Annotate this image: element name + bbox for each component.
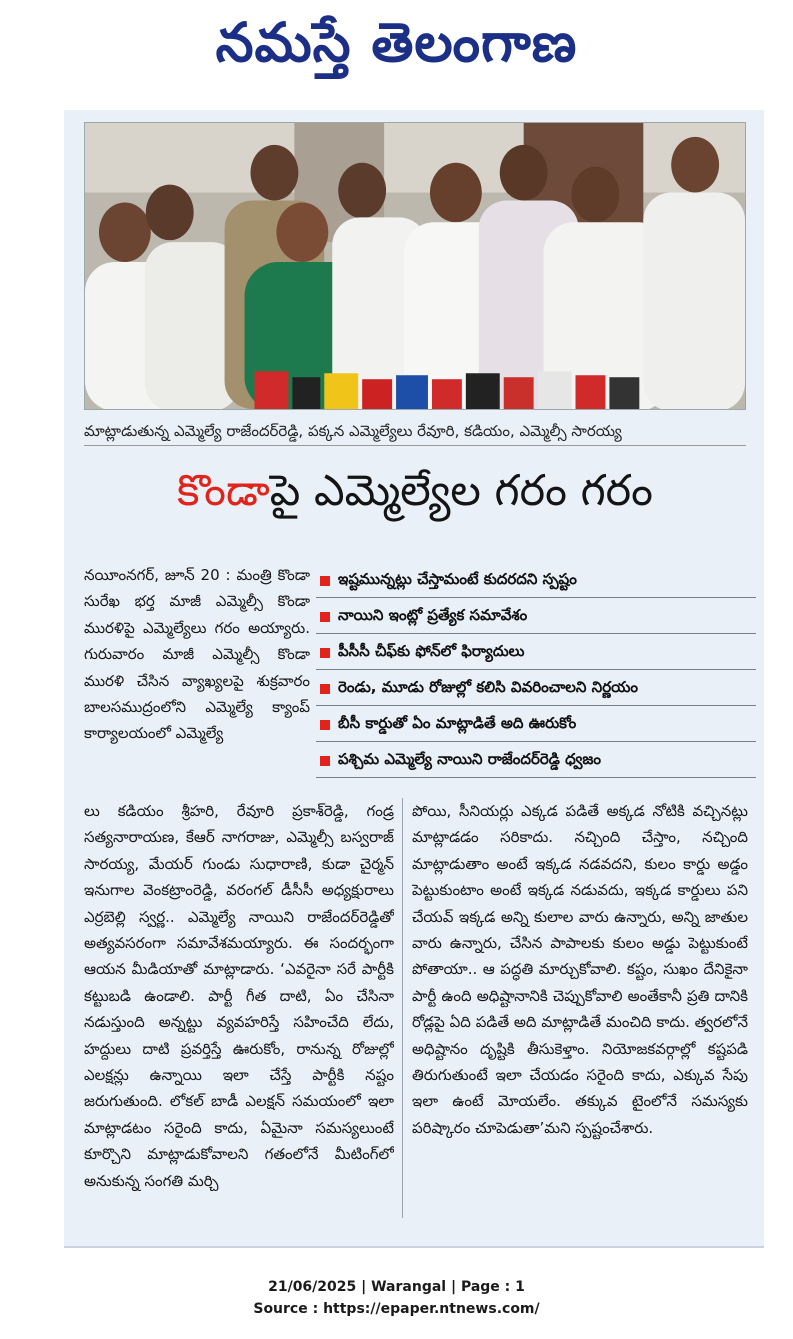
edition-info: 21/06/2025 | Warangal | Page : 1 <box>268 1279 525 1295</box>
highlights-list <box>316 564 756 778</box>
photo-illustration <box>85 123 745 409</box>
highlight-item: నాయిని ఇంట్లో ప్రత్యేక సమావేశం <box>316 600 756 634</box>
highlight-item: రెండు, మూడు రోజుల్లో కలిసి వివరించాలని నిర్ణయం <box>316 672 756 706</box>
highlight-item: పీసీసీ చీఫ్‌కు ఫోన్‌లో ఫిర్యాదులు <box>316 636 756 670</box>
source-link[interactable]: Source : https://epaper.ntnews.com/ <box>253 1301 540 1317</box>
highlight-item: ఇష్టమున్నట్లు చేస్తామంటే కుదరదని స్పష్టం <box>316 564 756 598</box>
bullet-square-icon <box>320 720 330 730</box>
bullet-square-icon <box>320 684 330 694</box>
article-column-left: లు కడియం శ్రీహరి, రేవూరి ప్రకాశ్‌రెడ్డి, గండ్ర సత్యనారాయణ, కేఆర్ నాగరాజు, ఎమ్మెల్సీ బస్వరాజ్ సారయ్య, మేయర్ గుండు సుధారాణి, కుడా చైర్మన్ ఇనుగాల వెంకట్రాంరెడ్డి, వరంగల్ డీసీసీ అధ్యక్షురాలు ఎర్రబెల్లి స్వర్ణ.. ఎమ్మెల్యే నాయిని రాజేందర్‌రెడ్డితో అత్యవసరంగా సమావేశమయ్యారు. ఈ సందర్భంగా ఆయన మీడియాతో మాట్లాడారు. ‘ఎవరైనా సరే పార్టీకి కట్టుబడి ఉండాలి. పార్టీ గీత దాటి, ఏం చేసినా నడుస్తుంది అన్నట్టు వ్యవహరిస్తే సహించేది లేదు, హద్దులు దాటి ప్రవర్తిస్తే ఊరుకోం, రానున్న రోజుల్లో ఎలక్షన్లు ఉన్నాయి ఇలా చేస్తే పార్టీకి నష్టం జరుగుతుంది. లోకల్ బాడీ ఎలక్షన్ సమయంలో ఇలా మాట్లాడటం సరైంది కాదు, ఏమైనా సమస్యలుంటే కూర్చొని మాట్లాడుకోవాలని గతంలోనే మీటింగ్‌లో అనుకున్న సంగతి మర్చి <box>84 802 394 1190</box>
masthead-logo: నమస్తే తెలంగాణ <box>215 10 578 74</box>
news-clipping <box>64 110 764 1248</box>
headline-highlight: కొండా <box>177 466 270 516</box>
headline-rest: పై ఎమ్మెల్యేల గరం గరం <box>269 466 653 516</box>
bullet-square-icon <box>320 576 330 586</box>
highlight-item: బీసీ కార్డుతో ఏం మాట్లాడితే అది ఊరుకోం <box>316 708 756 742</box>
bullet-square-icon <box>320 756 330 766</box>
page-footer <box>0 1276 793 1320</box>
article-column-right: పోయి, సీనియర్లు ఎక్కడ పడితే అక్కడ నోటికి వచ్చినట్లు మాట్లాడడం సరికాదు. నచ్చింది చేస్తాం, నచ్చింది మాట్లాడుతాం అంటే ఇక్కడ నడవదని, కులం కార్డు అడ్డం పెట్టుకుంటాం అంటే ఇక్కడ నడువదు, ఇక్కడ కార్డులు పని చేయవ్ ఇక్కడ అన్ని కులాల వారు ఉన్నారు, అన్ని జాతుల వారు ఉన్నారు, చేసిన పాపాలకు కులం అడ్డు పెట్టుకుంటే పోతాయా.. ఆ పద్ధతి మార్చుకోవాలి. కష్టం, సుఖం దేనికైనా పార్టీ ఉంది అధిష్టానానికి చెప్పుకోవాలి అంతేకానీ ప్రతి దానికి రోడ్లపై ఏది పడితే అది మాట్లాడితే మంచిది కాదు. త్వరలోనే అధిష్టానం దృష్టికి తీసుకెళ్తాం. నియోజకవర్గాల్లో కష్టపడి తిరుగుతుంటే ఇలా చేయడం సరైంది కాదు, ఎక్కువ సేపు ఇలా ఉంటే మోయలేం. తక్కువ టైంలోనే సమస్యకు పరిష్కారం చూపెడుతా’మని స్పష్టంచేశారు. <box>412 802 748 1137</box>
press-meet-photo <box>84 122 746 410</box>
article-lead: నయీంనగర్, జూన్ 20 : మంత్రి కొండా సురేఖ భర్త మాజీ ఎమ్మెల్సీ కొండా మురళిపై ఎమ్మెల్యేలు గరం అయ్యారు. గురువారం మాజీ ఎమ్మెల్సీ కొండా మురళి చేసిన వ్యాఖ్యలపై శుక్రవారం బాలసముద్రంలోని ఎమ్మెల్యే క్యాంప్ కార్యాలయంలో ఎమ్మెల్యే <box>84 566 310 743</box>
masthead <box>0 0 793 100</box>
highlight-item: పశ్చిమ ఎమ్మెల్యే నాయిని రాజేందర్‌రెడ్డి ధ్వజం <box>316 744 756 778</box>
headline <box>82 456 748 536</box>
bullet-square-icon <box>320 612 330 622</box>
column-divider <box>402 798 403 1218</box>
bullet-square-icon <box>320 648 330 658</box>
photo-caption: మాట్లాడుతున్న ఎమ్మెల్యే రాజేందర్‌రెడ్డి, పక్కన ఎమ్మెల్యేలు రేవూరి, కడియం, ఎమ్మెల్సీ సారయ్య <box>84 418 746 446</box>
